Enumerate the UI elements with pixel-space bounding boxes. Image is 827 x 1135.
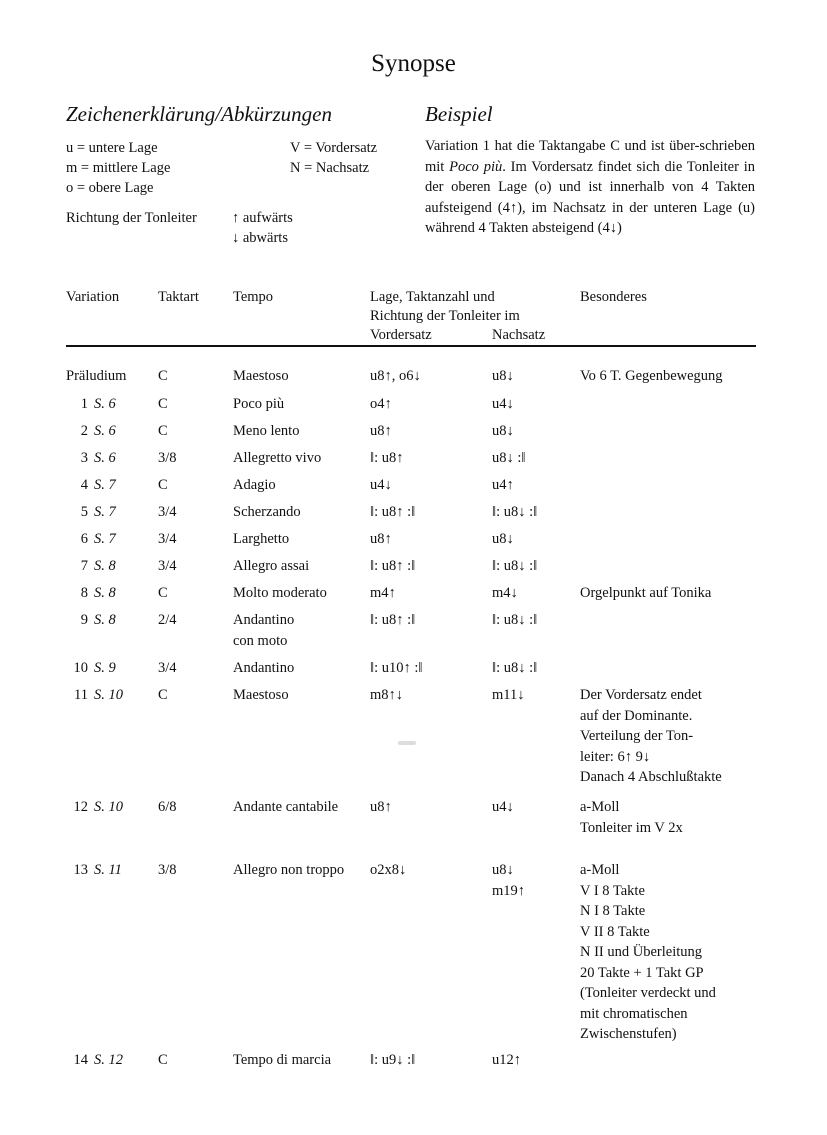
cell-tempo: Molto moderato	[233, 585, 327, 601]
cell-vordersatz: o2x8↓	[370, 862, 407, 878]
cell-taktart: 3/4	[158, 558, 177, 574]
cell-tempo: Scherzando	[233, 504, 301, 520]
variation-number: 14	[73, 1052, 88, 1068]
example-text-part: . Im Vordersatz findet sich die Tonleiter in der oberen Lage (o) und ist innerhalb von 4 Takten aufsteigend (4↑), im Nachsatz in der unteren Lage (u) während 4 Takten absteigend (4↓)	[425, 158, 755, 236]
col-header-tempo: Tempo	[233, 289, 274, 305]
cell-vordersatz: ‖: u9↓ :‖	[370, 1052, 416, 1068]
legend-heading: Zeichenerklärung/Abkürzungen	[66, 102, 332, 126]
cell-variation	[66, 1050, 123, 1071]
cell-tempo: Andantino	[233, 660, 295, 676]
cell-variation	[66, 860, 122, 881]
cell-besonderes: Orgelpunkt auf Tonika	[580, 585, 712, 601]
scan-speck	[398, 741, 416, 745]
legend-direction-down: ↓ abwärts	[232, 230, 288, 246]
page-reference: S. 11	[94, 862, 122, 878]
cell-tempo: Allegro non troppo	[233, 862, 345, 878]
header-rule	[66, 345, 756, 347]
cell-nachsatz: u4↓	[492, 799, 514, 815]
legend-direction-up: ↑ aufwärts	[232, 210, 293, 226]
cell-taktart: C	[158, 687, 168, 703]
cell-variation	[66, 475, 116, 496]
cell-tempo: Meno lento	[233, 423, 300, 439]
cell-vordersatz: ‖: u8↑ :‖	[370, 612, 416, 628]
page-reference: S. 7	[94, 531, 116, 547]
example-heading: Beispiel	[425, 102, 493, 126]
variation-number: 12	[73, 799, 88, 815]
col-header-lage: Richtung der Tonleiter im	[370, 308, 520, 324]
col-header-variation: Variation	[66, 289, 120, 305]
cell-vordersatz: m4↑	[370, 585, 396, 601]
page-title: Synopse	[371, 50, 456, 77]
variation-number: 3	[80, 450, 88, 466]
cell-taktart: 2/4	[158, 612, 177, 628]
col-header-taktart: Taktart	[158, 289, 199, 305]
page-reference: S. 6	[94, 396, 116, 412]
example-text-part: Variation 1 hat die Taktangabe C und ist über-schrieben mit	[425, 138, 755, 175]
cell-nachsatz: u4↑	[492, 477, 514, 493]
page-reference: S. 8	[94, 585, 116, 601]
example-text-italic: Poco più	[449, 158, 503, 175]
cell-besonderes: a-Moll Tonleiter im V 2x	[580, 799, 683, 836]
variation-number: 1	[80, 396, 88, 412]
cell-vordersatz: ‖: u8↑ :‖	[370, 558, 416, 574]
page-reference: S. 9	[94, 660, 116, 676]
page-reference: S. 12	[94, 1052, 123, 1068]
legend-item: o = obere Lage	[66, 180, 154, 196]
variation-number: 4	[80, 477, 88, 493]
cell-nachsatz: u8↓	[492, 531, 514, 547]
cell-nachsatz: ‖: u8↓ :‖	[492, 504, 538, 520]
cell-variation	[66, 394, 116, 415]
cell-nachsatz: u8↓	[492, 423, 514, 439]
variation-number: 8	[80, 585, 88, 601]
page-reference: S. 10	[94, 799, 123, 815]
variation-number: 9	[80, 612, 88, 628]
cell-tempo: Tempo di marcia	[233, 1052, 332, 1068]
cell-taktart: C	[158, 585, 168, 601]
cell-taktart: C	[158, 368, 168, 384]
cell-nachsatz: u8↓ m19↑	[492, 862, 526, 899]
page-reference: S. 8	[94, 558, 116, 574]
cell-taktart: C	[158, 477, 168, 493]
variation-number: 6	[80, 531, 88, 547]
cell-nachsatz: ‖: u8↓ :‖	[492, 612, 538, 628]
variation-number: 2	[80, 423, 88, 439]
cell-vordersatz: o4↑	[370, 396, 392, 412]
cell-tempo: Andante cantabile	[233, 799, 339, 815]
cell-vordersatz: u8↑	[370, 423, 392, 439]
variation-number: 7	[80, 558, 88, 574]
page-reference: S. 6	[94, 450, 116, 466]
cell-tempo: Andantino con moto	[233, 612, 295, 649]
cell-vordersatz: u8↑	[370, 799, 392, 815]
legend-item: u = untere Lage	[66, 140, 158, 156]
cell-nachsatz: u12↑	[492, 1052, 521, 1068]
page-reference: S. 7	[94, 477, 116, 493]
cell-taktart: 3/4	[158, 660, 177, 676]
cell-variation	[66, 658, 116, 679]
legend-direction-label: Richtung der Tonleiter	[66, 210, 197, 226]
legend-item: m = mittlere Lage	[66, 160, 171, 176]
cell-tempo: Maestoso	[233, 368, 289, 384]
cell-taktart: C	[158, 396, 168, 412]
cell-taktart: 3/8	[158, 450, 177, 466]
cell-variation	[66, 583, 116, 604]
cell-variation	[66, 421, 116, 442]
cell-variation	[66, 685, 123, 706]
cell-nachsatz: ‖: u8↓ :‖	[492, 558, 538, 574]
cell-taktart: 6/8	[158, 799, 177, 815]
cell-variation	[66, 502, 116, 523]
cell-variation	[66, 448, 116, 469]
cell-besonderes: a-Moll V I 8 Takte N I 8 Takte V II 8 Takte N II und Überleitung 20 Takte + 1 Takt GP (Tonleiter verdeckt und mit chromatischen Zwischenstufen)	[580, 862, 716, 1042]
cell-tempo: Poco più	[233, 396, 285, 412]
example-text	[425, 136, 755, 239]
page-reference: S. 8	[94, 612, 116, 628]
cell-tempo: Maestoso	[233, 687, 289, 703]
cell-nachsatz: ‖: u8↓ :‖	[492, 660, 538, 676]
cell-vordersatz: ‖: u8↑	[370, 450, 404, 466]
cell-nachsatz: u4↓	[492, 396, 514, 412]
cell-nachsatz: u8↓ :‖	[492, 450, 526, 466]
cell-tempo: Adagio	[233, 477, 276, 493]
variation-number: 5	[80, 504, 88, 520]
cell-vordersatz: ‖: u8↑ :‖	[370, 504, 416, 520]
cell-nachsatz: m11↓	[492, 687, 525, 703]
cell-vordersatz: u4↓	[370, 477, 392, 493]
col-header-nachsatz: Nachsatz	[492, 327, 546, 343]
page-reference: S. 6	[94, 423, 116, 439]
cell-variation	[66, 529, 116, 550]
legend-item: N = Nachsatz	[290, 160, 370, 176]
cell-nachsatz: m4↓	[492, 585, 518, 601]
cell-taktart: 3/8	[158, 862, 177, 878]
cell-tempo: Allegretto vivo	[233, 450, 322, 466]
variation-number: 10	[73, 660, 88, 676]
page-reference: S. 7	[94, 504, 116, 520]
col-header-vordersatz: Vordersatz	[370, 327, 432, 343]
cell-taktart: C	[158, 1052, 168, 1068]
variation-number: 11	[74, 687, 88, 703]
page-reference: S. 10	[94, 687, 123, 703]
variation-number: 13	[73, 862, 88, 878]
cell-variation: Präludium	[66, 368, 127, 384]
cell-vordersatz: ‖: u10↑ :‖	[370, 660, 423, 676]
cell-variation	[66, 797, 123, 818]
cell-nachsatz: u8↓	[492, 368, 514, 384]
cell-vordersatz: u8↑, o6↓	[370, 368, 421, 384]
cell-besonderes: Der Vordersatz endet auf der Dominante. Verteilung der Ton- leiter: 6↑ 9↓ Danach 4 Abschlußtakte	[580, 687, 722, 785]
cell-tempo: Allegro assai	[233, 558, 310, 574]
cell-vordersatz: m8↑↓	[370, 687, 404, 703]
cell-taktart: 3/4	[158, 531, 177, 547]
cell-vordersatz: u8↑	[370, 531, 392, 547]
cell-besonderes: Vo 6 T. Gegenbewegung	[580, 368, 723, 384]
legend-item: V = Vordersatz	[290, 140, 378, 156]
cell-taktart: 3/4	[158, 504, 177, 520]
cell-variation	[66, 610, 116, 631]
col-header-besonderes: Besonderes	[580, 289, 647, 305]
cell-tempo: Larghetto	[233, 531, 290, 547]
cell-taktart: C	[158, 423, 168, 439]
cell-variation	[66, 556, 116, 577]
col-header-lage: Lage, Taktanzahl und	[370, 289, 495, 305]
